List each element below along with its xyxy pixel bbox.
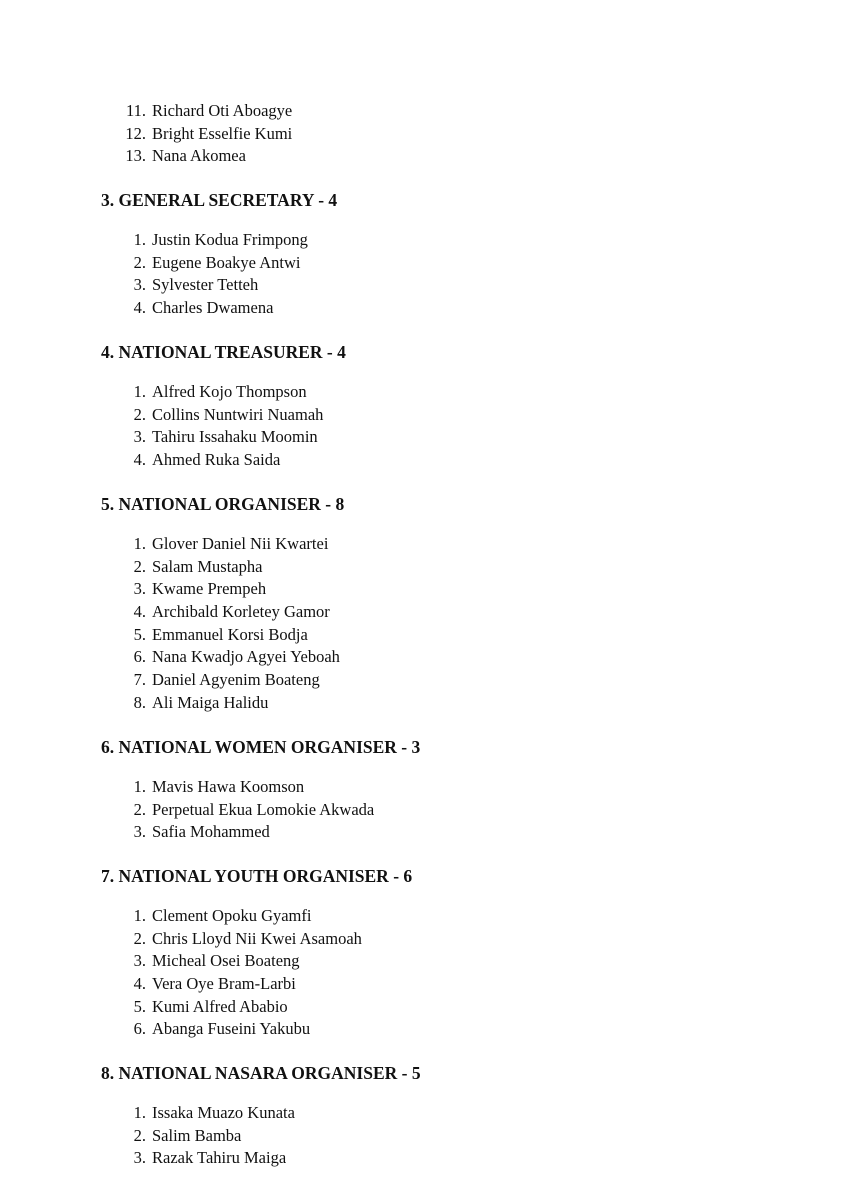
candidate-name: Issaka Muazo Kunata: [152, 1103, 295, 1122]
candidate-name: Chris Lloyd Nii Kwei Asamoah: [152, 928, 362, 948]
list-number: 3.: [133, 427, 146, 447]
candidate-name: Nana Akomea: [152, 146, 246, 166]
candidate-name: Justin Kodua Frimpong: [152, 230, 308, 249]
list-number: 2.: [133, 1125, 146, 1145]
section-heading-general-secretary: 3. GENERAL SECRETARY - 4: [101, 190, 338, 210]
candidate-name: Perpetual Ekua Lomokie Akwada: [152, 799, 375, 819]
list-number: 13.: [125, 146, 146, 166]
list-number: 1.: [133, 230, 146, 249]
list-number: 2.: [133, 556, 146, 576]
candidate-name: Kumi Alfred Ababio: [152, 996, 288, 1016]
list-number: 6.: [133, 1019, 146, 1039]
candidate-name: Kwame Prempeh: [152, 579, 267, 599]
section-heading-national-nasara-organiser: 8. NATIONAL NASARA ORGANISER - 5: [101, 1063, 421, 1083]
candidate-name: Archibald Korletey Gamor: [152, 602, 330, 622]
candidate-name: Richard Oti Aboagye: [152, 101, 293, 120]
list-number: 11.: [125, 101, 146, 120]
candidate-name: Salam Mustapha: [152, 556, 263, 576]
candidate-name: Abanga Fuseini Yakubu: [152, 1019, 311, 1039]
candidate-name: Salim Bamba: [152, 1125, 242, 1145]
list-number: 1.: [133, 382, 146, 401]
list-number: 4.: [133, 602, 146, 622]
section-heading-national-treasurer: 4. NATIONAL TREASURER - 4: [101, 342, 346, 362]
candidate-name: Bright Esselfie Kumi: [152, 123, 293, 143]
list-number: 4.: [133, 450, 146, 470]
candidate-name: Emmanuel Korsi Bodja: [152, 624, 308, 644]
list-number: 1.: [133, 534, 146, 553]
candidate-name: Mavis Hawa Koomson: [152, 777, 305, 796]
candidate-name: Collins Nuntwiri Nuamah: [152, 404, 324, 424]
list-number: 12.: [125, 123, 146, 143]
candidate-name: Razak Tahiru Maiga: [152, 1148, 287, 1168]
candidate-name: Glover Daniel Nii Kwartei: [152, 534, 329, 553]
candidate-name: Nana Kwadjo Agyei Yeboah: [152, 647, 340, 667]
candidate-name: Daniel Agyenim Boateng: [152, 670, 320, 690]
list-number: 4.: [133, 974, 146, 994]
candidate-name: Sylvester Tetteh: [152, 275, 259, 295]
list-number: 3.: [133, 822, 146, 842]
list-number: 1.: [133, 906, 146, 925]
candidate-name: Eugene Boakye Antwi: [152, 252, 301, 272]
list-number: 8.: [133, 692, 146, 712]
list-number: 1.: [133, 1103, 146, 1122]
list-number: 3.: [133, 1148, 146, 1168]
candidate-name: Vera Oye Bram-Larbi: [152, 974, 296, 994]
list-number: 7.: [133, 670, 146, 690]
candidate-name: Ali Maiga Halidu: [152, 692, 269, 712]
section-heading-national-organiser: 5. NATIONAL ORGANISER - 8: [101, 494, 345, 514]
candidate-name: Safia Mohammed: [152, 822, 270, 842]
section-heading-national-women-organiser: 6. NATIONAL WOMEN ORGANISER - 3: [101, 737, 421, 757]
section-heading-national-youth-organiser: 7. NATIONAL YOUTH ORGANISER - 6: [101, 866, 413, 886]
candidate-name: Tahiru Issahaku Moomin: [152, 427, 318, 447]
list-number: 2.: [133, 799, 146, 819]
candidate-name: Micheal Osei Boateng: [152, 951, 300, 971]
candidate-name: Alfred Kojo Thompson: [152, 382, 307, 401]
candidate-name: Ahmed Ruka Saida: [152, 450, 281, 470]
list-number: 2.: [133, 252, 146, 272]
list-number: 4.: [133, 298, 146, 318]
list-number: 3.: [133, 951, 146, 971]
candidate-name: Charles Dwamena: [152, 298, 274, 318]
list-number: 2.: [133, 928, 146, 948]
list-number: 1.: [133, 777, 146, 796]
list-number: 3.: [133, 579, 146, 599]
list-number: 3.: [133, 275, 146, 295]
list-number: 5.: [133, 624, 146, 644]
candidate-name: Clement Opoku Gyamfi: [152, 906, 312, 925]
list-number: 5.: [133, 996, 146, 1016]
list-number: 6.: [133, 647, 146, 667]
list-number: 2.: [133, 404, 146, 424]
